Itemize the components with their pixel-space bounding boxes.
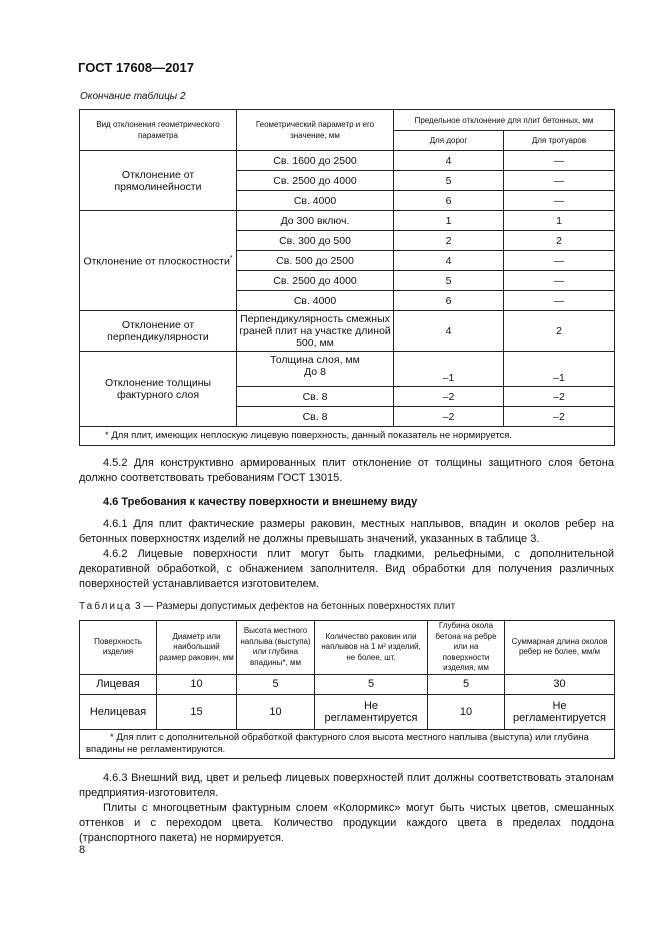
- t2-header-limit: Предельное отклонение для плит бетонных, мм: [394, 110, 615, 131]
- t3-cell: 5: [237, 674, 315, 694]
- table-row: [80, 211, 615, 231]
- paragraph-4-6-1: [79, 517, 614, 547]
- t3-cell: Не регламентируется: [505, 694, 615, 729]
- t2-walk: —: [504, 191, 615, 211]
- t2-walk: –2: [504, 407, 615, 427]
- t2-header-parameter: Геометрический параметр и его значение, мм: [237, 110, 394, 151]
- paragraph-text: 4.6.3 Внешний вид, цвет и рельеф лицевых поверхностей плит должны соответствовать эталонам предприятия-изготовителя.: [79, 772, 614, 799]
- table-footnote-row: [80, 427, 615, 446]
- paragraph-text: Плиты с многоцветным фактурным слоем «Колормикс» могут быть чистых цветов, смешанных оттенков и с переходом цвета. Количество продукции каждого цвета в пределах поддона (транспортного пакета) не нормируется.: [79, 802, 614, 844]
- t2-param: Св. 500 до 2500: [237, 251, 394, 271]
- t2-footnote: * Для плит, имеющих неплоскую лицевую поверхность, данный показатель не нормируется.: [80, 427, 615, 446]
- t2-roads: 4: [394, 311, 504, 352]
- paragraph-text: 4.6.1 Для плит фактические размеры раковин, местных наплывов, впадин и околов ребер на бетонных поверхностях изделий не должны превышать значений, указанных в таблице 3.: [79, 518, 614, 545]
- paragraph-text: 4.5.2 Для конструктивно армированных плит отклонение от толщины защитного слоя бетона должно соответствовать требованиям ГОСТ 13015.: [79, 457, 614, 484]
- table-2: [79, 109, 615, 446]
- t3-header-surface: Поверхность изделия: [80, 621, 157, 675]
- table3-caption: [79, 601, 455, 612]
- t2-roads: 4: [394, 151, 504, 171]
- t2-param: Св. 2500 до 4000: [237, 271, 394, 291]
- t2-walk: —: [504, 271, 615, 291]
- table-footnote-row: [80, 729, 615, 758]
- t3-cell: 10: [428, 694, 505, 729]
- t2-roads: –1: [394, 352, 504, 387]
- t2-param: Св. 8: [237, 407, 394, 427]
- t2-group-name: Отклонение толщины фактурного слоя: [80, 352, 237, 427]
- table-row: [80, 151, 615, 171]
- t3-header-depth: Глубина окола бетона на ребре или на поверхности изделия, мм: [428, 621, 505, 675]
- t2-param-value: До 8: [304, 366, 326, 378]
- t2-roads: –2: [394, 387, 504, 407]
- t2-roads: 2: [394, 231, 504, 251]
- t2-param: Св. 1600 до 2500: [237, 151, 394, 171]
- table-row: [80, 311, 615, 352]
- t2-group-name: Отклонение от прямолинейности: [80, 151, 237, 211]
- t2-walk: —: [504, 171, 615, 191]
- t2-walk: —: [504, 151, 615, 171]
- t2-roads: 6: [394, 291, 504, 311]
- t2-param: Св. 4000: [237, 191, 394, 211]
- paragraph-4-6-3: [79, 771, 614, 801]
- t2-param: Св. 8: [237, 387, 394, 407]
- t2-header-sidewalks: Для тротуаров: [504, 131, 615, 151]
- table3-caption-text: 3 — Размеры допустимых дефектов на бетонных поверхностях плит: [135, 601, 456, 612]
- footnote-marker: *: [229, 255, 233, 263]
- t3-cell: 15: [157, 694, 237, 729]
- t2-param: Св. 4000: [237, 291, 394, 311]
- t2-param-head: Толщина слоя, мм: [270, 354, 360, 366]
- t3-cell: 30: [505, 674, 615, 694]
- t3-footnote: * Для плит с дополнительной обработкой фактурного слоя высота местного наплыва (выступа) или глубина впадины не регламентируются.: [80, 729, 615, 758]
- t2-walk: —: [504, 291, 615, 311]
- t2-header-deviation-type: Вид отклонения геометрического параметра: [80, 110, 237, 151]
- t2-roads: 6: [394, 191, 504, 211]
- paragraph-colormix: [79, 801, 614, 846]
- t2-walk: –2: [504, 387, 615, 407]
- t3-header-diameter: Диаметр или наибольший размер раковин, мм: [157, 621, 237, 675]
- paragraph-4-5-2: [79, 456, 614, 486]
- t2-param: До 300 включ.: [237, 211, 394, 231]
- table-3: [79, 620, 615, 759]
- t2-walk: 2: [504, 231, 615, 251]
- t2-roads: 4: [394, 251, 504, 271]
- t3-cell: 10: [237, 694, 315, 729]
- table-row: [80, 352, 615, 387]
- t3-cell: Нелицевая: [80, 694, 157, 729]
- table2-caption: Окончание таблицы 2: [80, 91, 186, 102]
- t3-header-count: Количество раковин или наплывов на 1 м² изделий, не более, шт.: [315, 621, 428, 675]
- t2-roads: 5: [394, 171, 504, 191]
- page-number: 8: [79, 844, 86, 856]
- t2-roads: 5: [394, 271, 504, 291]
- table3-caption-word: Таблица: [79, 601, 133, 612]
- t3-header-total-length: Суммарная длина околов ребер не более, мм/м: [505, 621, 615, 675]
- table-row: [80, 694, 615, 729]
- t3-header-height: Высота местного наплыва (выступа) или глубина впадины*, мм: [237, 621, 315, 675]
- t2-header-roads: Для дорог: [394, 131, 504, 151]
- t2-group-name-text: Отклонение от плоскостности: [83, 255, 230, 268]
- t2-group-name: Отклонение от перпендикулярности: [80, 311, 237, 352]
- paragraph-text: 4.6.2 Лицевые поверхности плит могут быть гладкими, рельефными, с дополнительной декоративной обработкой, с обнажением заполнителя. Вид обработки для получения различных поверхностей устанавливается изготовителем.: [79, 548, 614, 590]
- t2-param: [237, 352, 394, 387]
- paragraph-4-6-2: [79, 547, 614, 592]
- t2-param: Св. 2500 до 4000: [237, 171, 394, 191]
- t3-cell: 5: [315, 674, 428, 694]
- t3-cell: 5: [428, 674, 505, 694]
- section-heading-4-6: 4.6 Требования к качеству поверхности и внешнему виду: [103, 496, 418, 508]
- t2-param: Св. 300 до 500: [237, 231, 394, 251]
- t2-param: Перпендикулярность смежных граней плит на участке длиной 500, мм: [237, 311, 394, 352]
- document-header: ГОСТ 17608—2017: [78, 60, 194, 75]
- t2-walk: –1: [504, 352, 615, 387]
- t2-roads: 1: [394, 211, 504, 231]
- t3-cell: Не регламентируется: [315, 694, 428, 729]
- t3-cell: 10: [157, 674, 237, 694]
- t2-walk: 2: [504, 311, 615, 352]
- t2-walk: 1: [504, 211, 615, 231]
- table-row: [80, 674, 615, 694]
- t2-walk: —: [504, 251, 615, 271]
- t3-cell: Лицевая: [80, 674, 157, 694]
- t2-group-name: [80, 211, 237, 311]
- t2-roads: –2: [394, 407, 504, 427]
